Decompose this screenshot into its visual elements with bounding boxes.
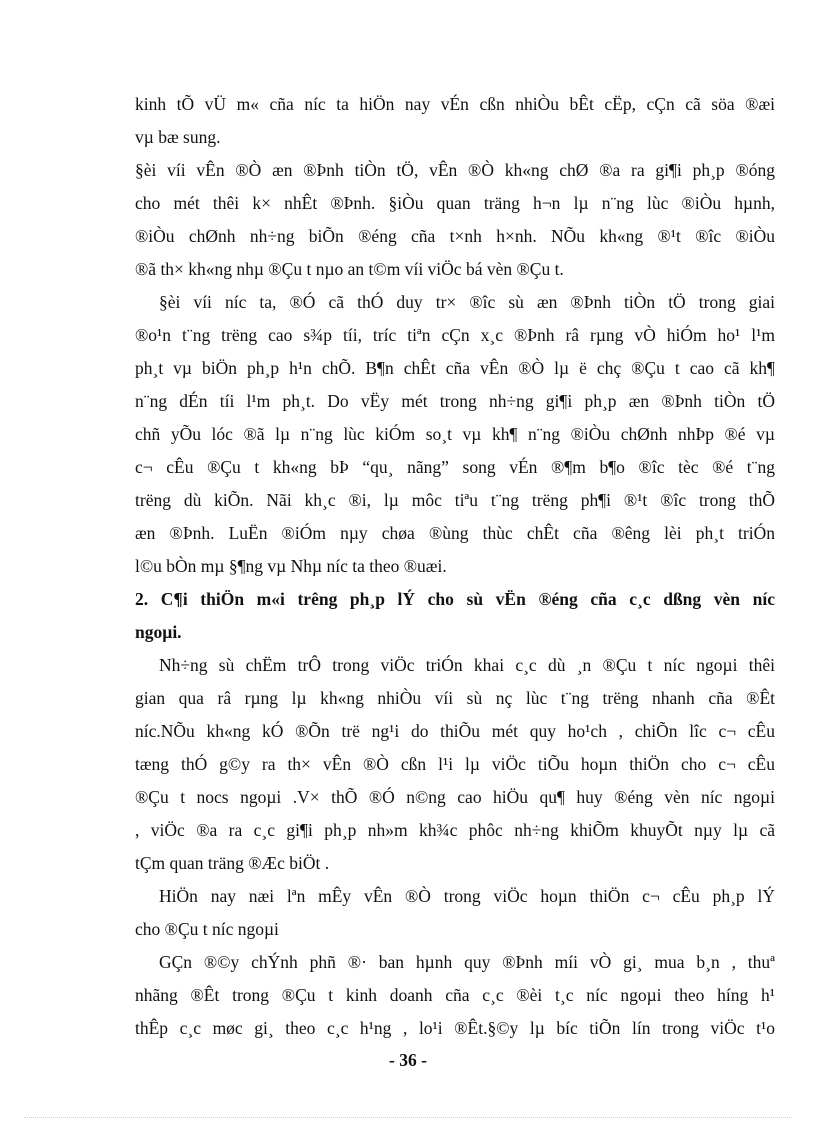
text-line: c¬ cÊu ®Çu t kh«ng bÞ “qu¸ nãng” song vÉn ®¶m b¶o ®îc tèc ®é t¨ng <box>135 457 775 477</box>
text-line: kinh tÕ vÜ m« cña níc ta hiÖn nay vÉn cßn nhiÒu bÊt cËp, cÇn cã söa ®æi <box>135 94 775 114</box>
text-line: æn ®Þnh. LuËn ®iÓm nµy chøa ®ùng thùc chÊt cña ®êng lèi ph¸t triÓn <box>135 523 775 543</box>
text-line: , viÖc ®a ra c¸c gi¶i ph¸p nh»m kh¾c phôc nh÷ng khiÕm khuyÕt nµy lµ cã <box>135 820 775 840</box>
text-line: §èi víi níc ta, ®Ó cã thÓ duy tr× ®îc sù æn ®Þnh tiÒn tÖ trong giai <box>159 292 775 312</box>
paragraph <box>135 154 775 286</box>
text-line: n¨ng dÉn tíi l¹m ph¸t. Do vËy mét trong nh÷ng gi¶i ph¸p æn ®Þnh tiÒn tÖ <box>135 391 775 411</box>
text-line: cho mét thêi k× nhÊt ®Þnh. §iÒu quan träng h¬n lµ n¨ng lùc ®iÒu hµnh, <box>135 193 775 213</box>
text-line: tæng thÓ g©y ra th× vÊn ®Ò cßn l¹i lµ viÖc tiÕu hoµn thiÖn cho c¬ cÊu <box>135 754 775 774</box>
paragraph <box>135 946 775 1045</box>
footer-divider <box>24 1117 792 1118</box>
text-line: trëng dù kiÕn. Nãi kh¸c ®i, lµ môc tiªu t¨ng trëng ph¶i ®¹t ®îc trong thÕ <box>135 490 775 510</box>
text-line: níc.NÕu kh«ng kÓ ®Õn trë ng¹i do thiÕu mét quy ho¹ch , chiÕn lîc c¬ cÊu <box>135 721 775 741</box>
text-line: ®ã th× kh«ng nhµ ®Çu t nµo an t©m víi viÖc bá vèn ®Çu t. <box>135 259 564 279</box>
text-line: vµ bæ sung. <box>135 127 221 147</box>
text-line: HiÖn nay næi lªn mÊy vÊn ®Ò trong viÖc hoµn thiÖn c¬ cÊu ph¸p lÝ <box>159 886 775 906</box>
text-line: gian qua râ rµng lµ kh«ng nhiÒu víi sù nç lùc t¨ng trëng nhanh cña ®Êt <box>135 688 775 708</box>
text-line: Nh÷ng sù chËm trÔ trong viÖc triÓn khai c¸c dù ¸n ®Çu t níc ngoµi thêi <box>159 655 775 675</box>
body-text <box>135 88 775 1045</box>
text-line: 2. C¶i thiÖn m«i trêng ph¸p lÝ cho sù vËn ®éng cña c¸c dßng vèn níc <box>135 589 775 609</box>
text-line: nhãng ®Êt trong ®Çu t kinh doanh cña c¸c ®èi t¸c níc ngoµi theo híng h¹ <box>135 985 775 1005</box>
text-line: chñ yÕu lóc ®ã lµ n¨ng lùc kiÓm so¸t vµ kh¶ n¨ng ®iÒu chØnh nhÞp ®é vµ <box>135 424 775 444</box>
paragraph <box>135 649 775 880</box>
text-line: §èi víi vÊn ®Ò æn ®Þnh tiÒn tÖ, vÊn ®Ò kh«ng chØ ®a ra gi¶i ph¸p ®óng <box>135 160 775 180</box>
text-line: ®iÒu chØnh nh÷ng biÕn ®éng cña t×nh h×nh. NÕu kh«ng ®¹t ®îc ®iÒu <box>135 226 775 246</box>
paragraph <box>135 286 775 583</box>
text-line: tÇm quan träng ®Æc biÖt . <box>135 853 330 873</box>
paragraph <box>135 88 775 154</box>
section-heading <box>135 583 775 649</box>
text-line: ®Çu t nocs ngoµi .V× thÕ ®Ó n©ng cao hiÖu qu¶ huy ®éng vèn níc ngoµi <box>135 787 775 807</box>
text-line: thÊp c¸c møc gi¸ theo c¸c h¹ng , lo¹i ®Êt.§©y lµ bíc tiÕn lín trong viÖc t¹o <box>135 1018 775 1038</box>
text-line: GÇn ®©y chÝnh phñ ®· ban hµnh quy ®Þnh míi vÒ gi¸ mua b¸n , thuª <box>159 952 775 972</box>
page-number: - 36 - <box>389 1050 427 1070</box>
text-line: cho ®Çu t níc ngoµi <box>135 919 279 939</box>
text-line: ®o¹n t¨ng trëng cao s¾p tíi, tríc tiªn cÇn x¸c ®Þnh râ rµng vÒ hiÓm ho¹ l¹m <box>135 325 775 345</box>
paragraph <box>135 880 775 946</box>
text-line: l©u bÒn mµ §¶ng vµ Nhµ níc ta theo ®uæi. <box>135 556 447 576</box>
text-line: ph¸t vµ biÖn ph¸p h¹n chÕ. B¶n chÊt cña vÊn ®Ò lµ ë chç ®Çu t cao cã kh¶ <box>135 358 775 378</box>
text-line: ngoµi. <box>135 622 182 642</box>
